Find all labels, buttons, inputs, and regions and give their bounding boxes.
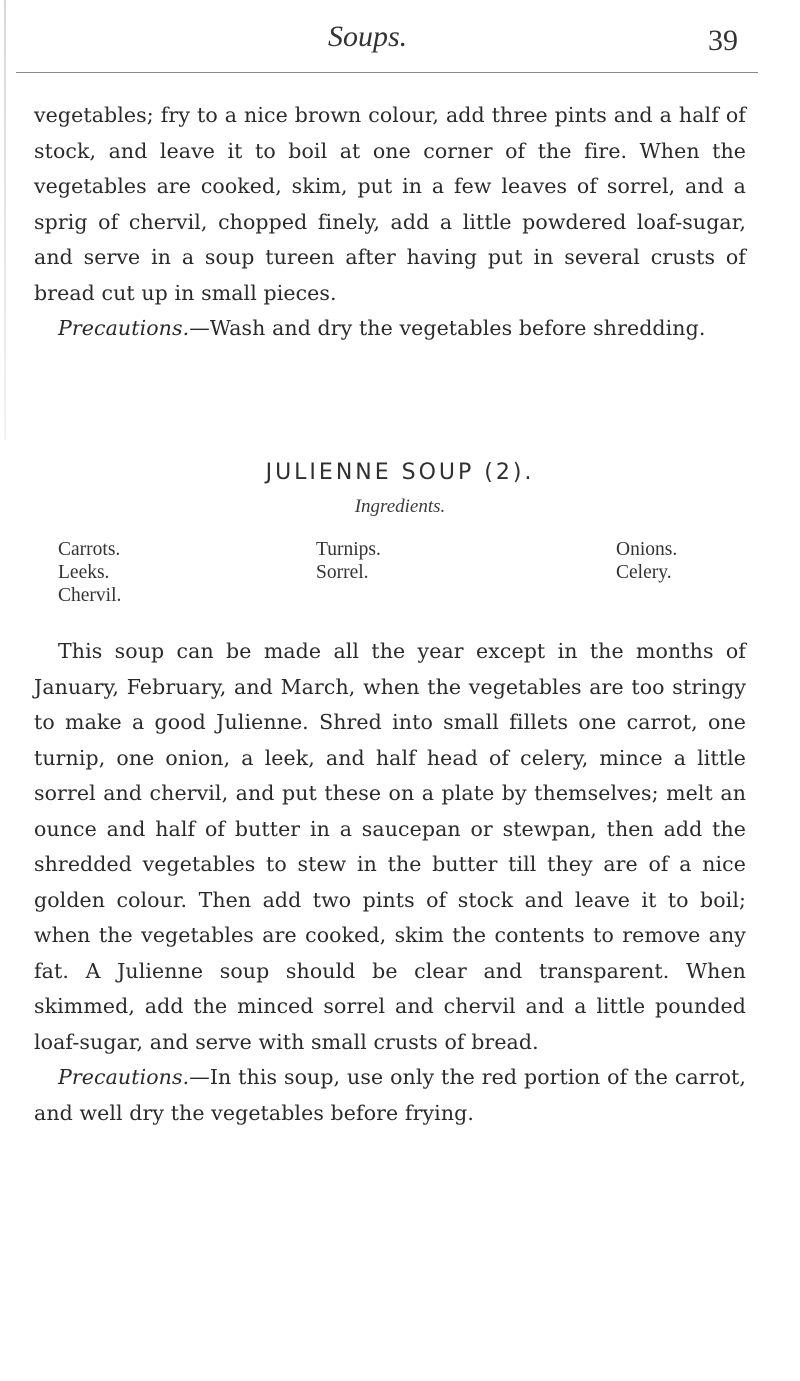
recipe-precautions-label: Precautions. [58, 1065, 190, 1089]
continued-paragraph: vegetables; fry to a nice brown colour, add three pints and a half of stock, and leave it to boil at one corner of the fire. When the vegetables are cooked, skim, put in a few leaves of sorrel, and a sprig of chervil, chopped finely, add a little powdered loaf-sugar, and serve in a soup tureen after having put in several crusts of bread cut up in small pieces. [34, 103, 746, 305]
recipe-precautions [34, 1060, 746, 1131]
page-number: 39 [708, 24, 738, 57]
header-rule [16, 72, 758, 73]
recipe-body [34, 634, 746, 1131]
ingredients-heading: Ingredients. [354, 496, 446, 517]
ingredient-celery: Celery. [616, 562, 672, 583]
continued-recipe [34, 98, 746, 347]
ingredient-turnips: Turnips. [316, 539, 381, 560]
page-header [0, 14, 800, 64]
ingredient-sorrel: Sorrel. [316, 562, 369, 583]
recipe-precautions-text: —In this soup, use only the red portion of the carrot, and well dry the vegetables before frying. [34, 1065, 746, 1125]
ingredient-leeks: Leeks. [58, 562, 110, 583]
continued-precautions [34, 311, 746, 347]
recipe-paragraph: This soup can be made all the year except in the months of January, February, and March, when the vegetables are too stringy to make a good Julienne. Shred into small fillets one carrot, one turnip, one onion, a leek, and half head of celery, mince a little sorrel and chervil, and put these on a plate by themselves; melt an ounce and half of butter in a saucepan or stewpan, then add the shredded vegetables to stew in the butter till they are of a nice golden colour. Then add two pints of stock and leave it to boil; when the vegetables are cooked, skim the contents to remove any fat. A Julienne soup should be clear and transparent. When skimmed, add the minced sorrel and chervil and a little pounded loaf-sugar, and serve with small crusts of bread. [34, 639, 746, 1054]
ingredient-onions: Onions. [616, 539, 678, 560]
ingredient-carrots: Carrots. [58, 539, 121, 560]
page-edge-shadow [4, 0, 6, 440]
precautions-text: —Wash and dry the vegetables before shredding. [189, 316, 706, 340]
recipe-title: JULIENNE SOUP (2). [265, 460, 535, 485]
ingredient-chervil: Chervil. [58, 585, 122, 606]
precautions-label: Precautions. [58, 316, 190, 340]
running-title: Soups. [328, 20, 408, 53]
